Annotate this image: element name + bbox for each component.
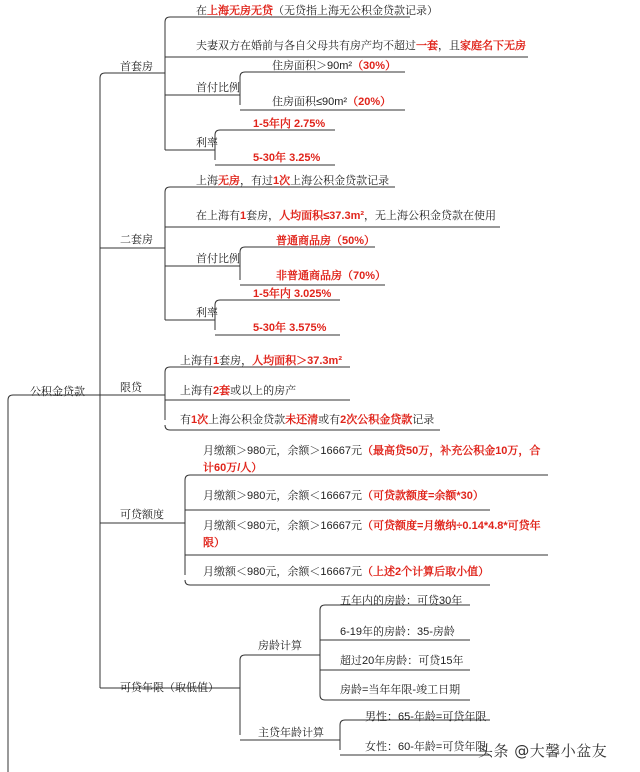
first-home-down-payment-node: 首付比例 <box>196 82 240 94</box>
first-home-rate-item: 1-5年内 2.75% <box>253 118 326 130</box>
second-home-node: 二套房 <box>120 234 153 246</box>
borrower-age-item: 女性：60-年龄=可贷年限 <box>365 741 487 753</box>
first-home-down-payment-item: 住房面积≤90m²（20%） <box>272 96 392 108</box>
second-home-rate-item: 5-30年 3.575% <box>253 322 327 334</box>
second-home-rate-item: 1-5年内 3.025% <box>253 288 332 300</box>
root-node: 公积金贷款 <box>30 386 85 398</box>
second-home-cond2: 在上海有1套房，人均面积≤37.3m²，无上海公积金贷款在使用 <box>196 210 497 222</box>
second-home-rate-node: 利率 <box>196 307 218 319</box>
first-home-rate-item: 5-30年 3.25% <box>253 152 321 164</box>
restriction-item: 上海有2套或以上的房产 <box>180 385 297 397</box>
restriction-node: 限贷 <box>120 382 142 394</box>
borrower-age-item: 男性：65-年龄=可贷年限 <box>365 711 487 723</box>
amount-node: 可贷额度 <box>120 509 164 521</box>
amount-item: 月缴额＞980元，余额＞16667元（最高贷50万，补充公积金10万，合计60万/人） <box>203 445 541 474</box>
restriction-item: 上海有1套房，人均面积＞37.3m² <box>180 355 342 367</box>
second-home-down-payment-node: 首付比例 <box>196 253 240 265</box>
house-age-item: 五年内的房龄：可贷30年 <box>340 595 463 607</box>
amount-item: 月缴额＜980元，余额＜16667元（上述2个计算后取小值） <box>203 566 490 578</box>
amount-item: 月缴额＞980元，余额＜16667元（可贷款额度=余额*30） <box>203 490 484 502</box>
second-home-cond1: 上海无房，有过1次上海公积金贷款记录 <box>196 175 390 187</box>
first-home-down-payment-item: 住房面积＞90m²（30%） <box>272 60 397 72</box>
first-home-node: 首套房 <box>120 61 153 73</box>
second-home-down-payment-item: 普通商品房（50%） <box>276 235 376 247</box>
first-home-cond1: 在上海无房无贷（无贷指上海无公积金贷款记录） <box>196 5 438 17</box>
amount-item: 月缴额＜980元，余额＞16667元（可贷额度=月缴纳÷0.14*4.8*可贷年限） <box>203 520 541 549</box>
house-age-item: 超过20年房龄：可贷15年 <box>340 655 464 667</box>
borrower-age-node: 主贷年龄计算 <box>258 727 324 739</box>
first-home-cond2: 夫妻双方在婚前与各自父母共有房产均不超过一套，且家庭名下无房 <box>196 40 526 52</box>
watermark: 头条 @大馨小盆友 <box>478 742 608 760</box>
house-age-node: 房龄计算 <box>258 640 302 652</box>
first-home-rate-node: 利率 <box>196 137 218 149</box>
restriction-item: 有1次上海公积金贷款未还清或有2次公积金贷款记录 <box>180 414 435 426</box>
house-age-item: 房龄=当年年限-竣工日期 <box>340 684 461 696</box>
second-home-down-payment-item: 非普通商品房（70%） <box>276 270 387 282</box>
term-node: 可贷年限（取低值） <box>120 682 219 694</box>
house-age-item: 6-19年的房龄：35-房龄 <box>340 626 455 638</box>
